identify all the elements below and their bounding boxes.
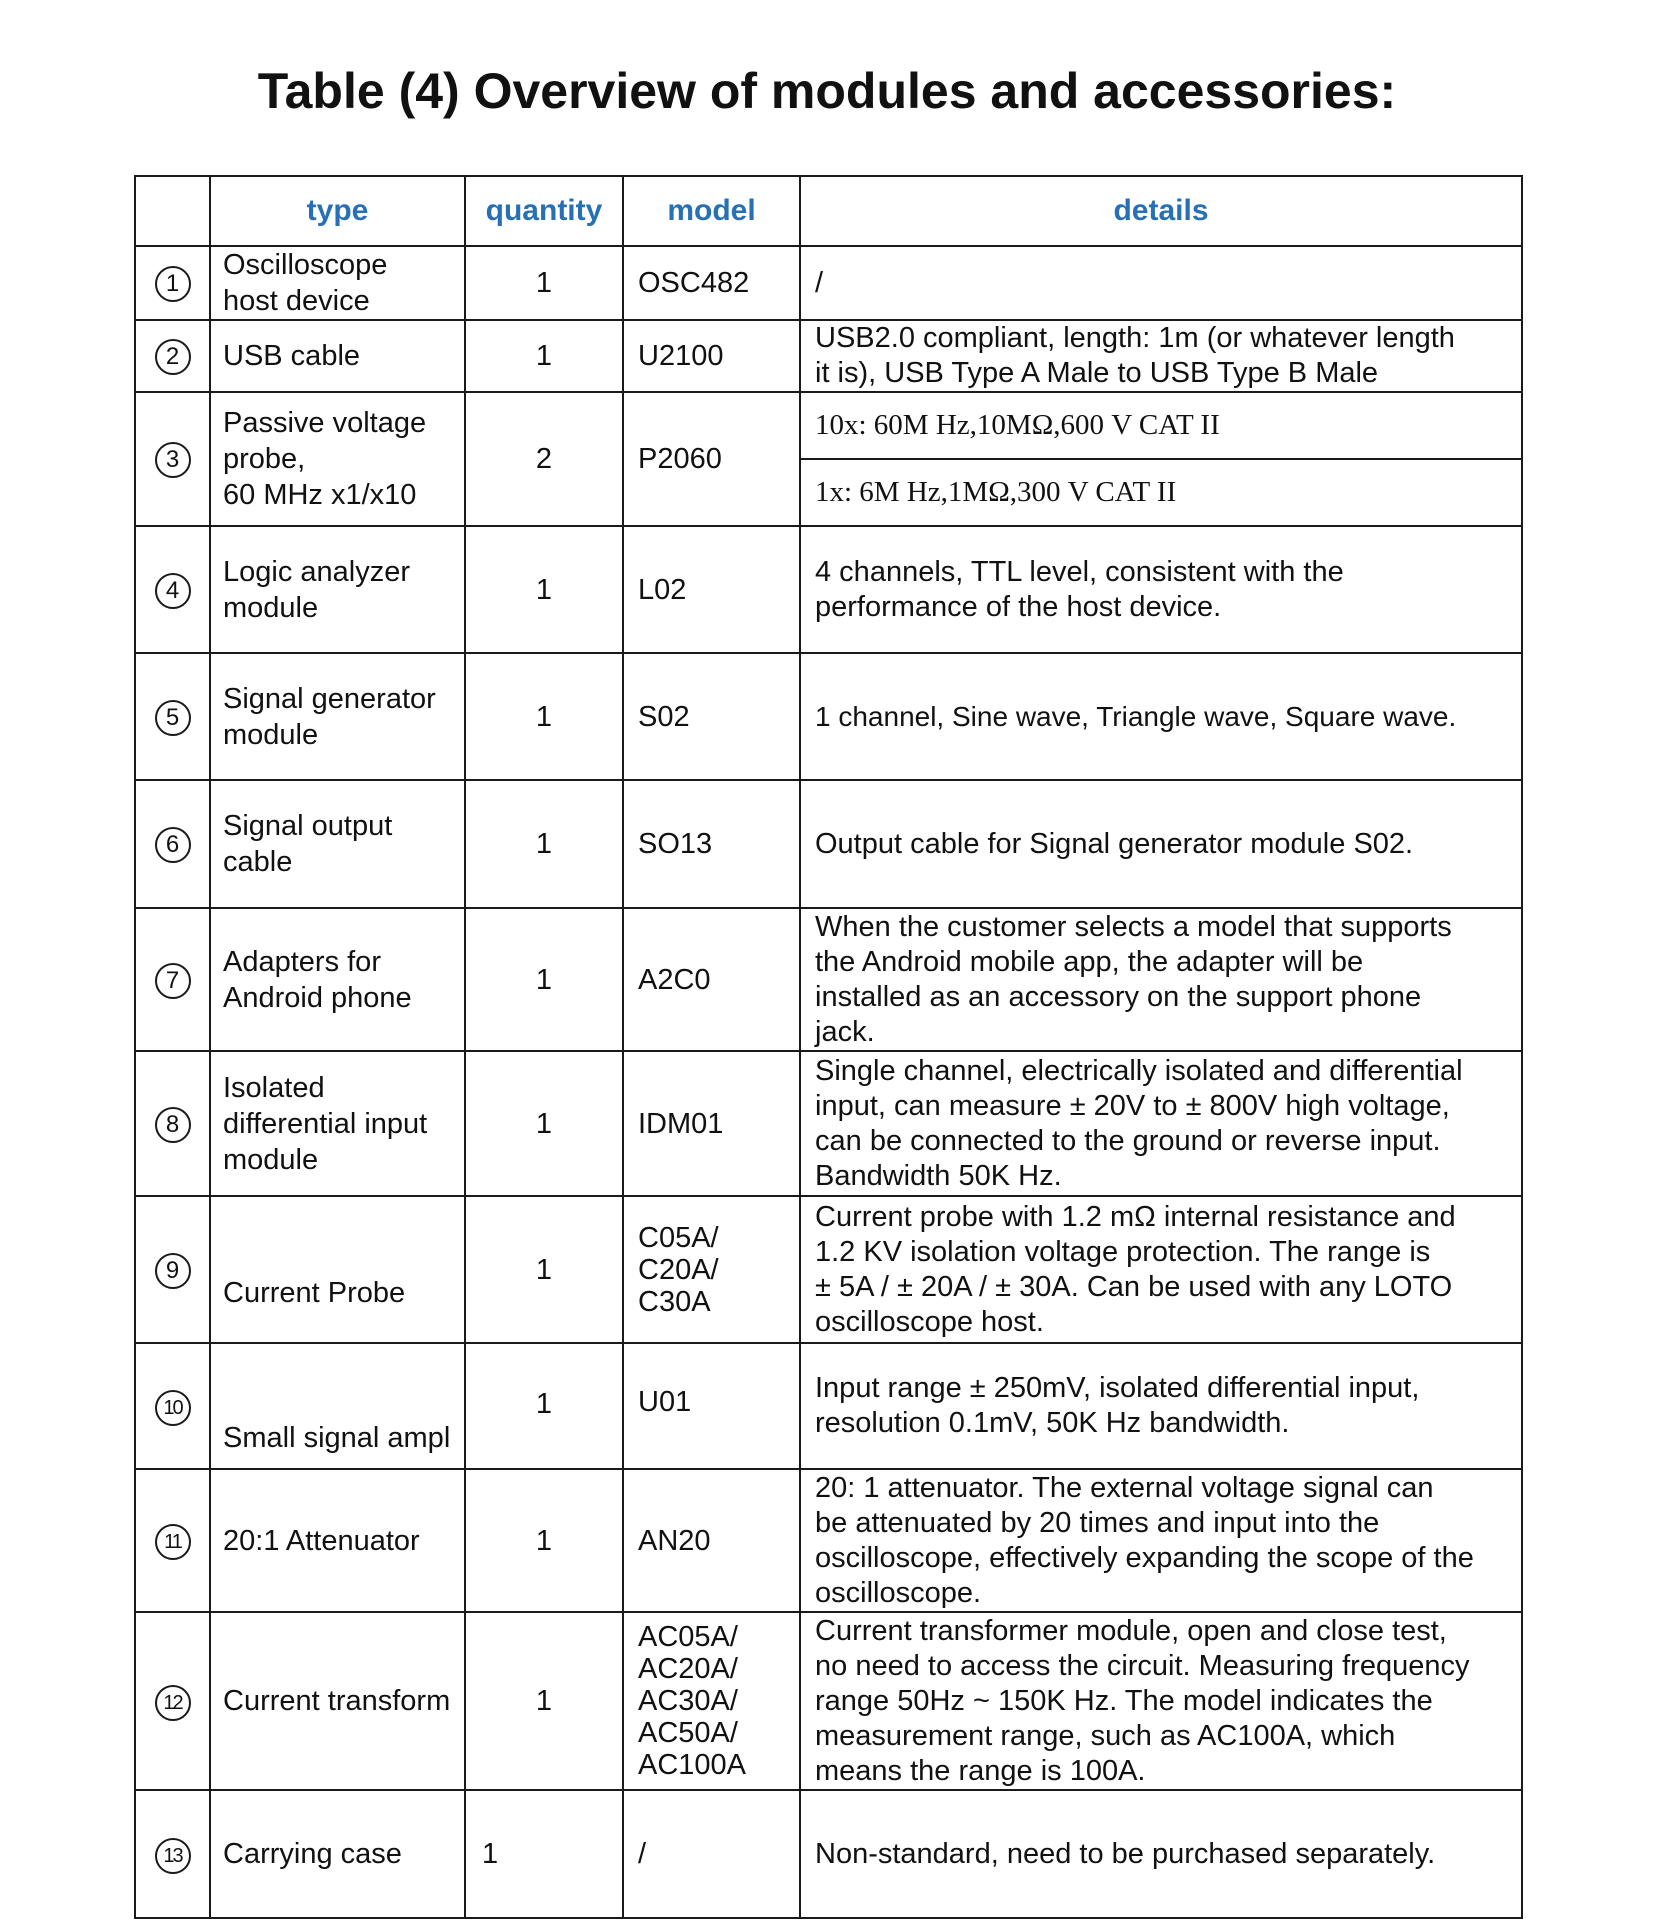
cell-type: USB cable xyxy=(210,320,465,392)
cell-details: 4 channels, TTL level, consistent with the performance of the host device. xyxy=(800,526,1522,653)
cell-model: / xyxy=(623,1790,800,1918)
row-number-badge: 5 xyxy=(155,700,191,736)
cell-model: AC05A/ AC20A/ AC30A/ AC50A/ AC100A xyxy=(623,1612,800,1790)
cell-quantity: 1 xyxy=(465,526,623,653)
table-row xyxy=(135,1612,1522,1790)
row-number-badge: 9 xyxy=(155,1253,191,1289)
cell-details: Input range ± 250mV, isolated differential input, resolution 0.1mV, 50K Hz bandwidth. xyxy=(800,1343,1522,1469)
cell-quantity: 1 xyxy=(465,1196,623,1343)
cell-quantity: 1 xyxy=(465,908,623,1051)
row-number-badge: 3 xyxy=(155,442,191,478)
cell-model: U01 xyxy=(623,1343,800,1469)
header-model: model xyxy=(623,176,800,246)
cell-quantity: 1 xyxy=(465,1343,623,1469)
row-number-badge: 8 xyxy=(155,1107,191,1143)
cell-details: When the customer selects a model that supports the Android mobile app, the adapter will be installed as an accessory on the support phone jack. xyxy=(800,908,1522,1051)
cell-quantity: 2 xyxy=(465,392,623,526)
cell-model: L02 xyxy=(623,526,800,653)
header-details: details xyxy=(800,176,1522,246)
row-number-badge: 13 xyxy=(155,1838,191,1874)
cell-model: P2060 xyxy=(623,392,800,526)
cell-type: Carrying case xyxy=(210,1790,465,1918)
cell-type: Oscilloscope host device xyxy=(210,246,465,320)
cell-quantity: 1 xyxy=(465,1612,623,1790)
cell-quantity: 1 xyxy=(465,246,623,320)
row-number-badge: 12 xyxy=(155,1685,191,1721)
cell-type: Adapters for Android phone xyxy=(210,908,465,1051)
cell-details: Current probe with 1.2 mΩ internal resistance and 1.2 KV isolation voltage protection. The range is ± 5A / ± 20A / ± 30A. Can be used with any LOTO oscilloscope host. xyxy=(800,1196,1522,1343)
modules-table xyxy=(134,175,1523,1919)
row-number-badge: 6 xyxy=(155,827,191,863)
cell-details: 1 channel, Sine wave, Triangle wave, Square wave. xyxy=(800,653,1522,780)
cell-model: SO13 xyxy=(623,780,800,908)
cell-type: Signal generator module xyxy=(210,653,465,780)
table-row xyxy=(135,1343,1522,1469)
cell-quantity: 1 xyxy=(465,653,623,780)
cell-model: A2C0 xyxy=(623,908,800,1051)
row-number-badge: 1 xyxy=(155,266,191,302)
header-number xyxy=(135,176,210,246)
row-number-badge: 2 xyxy=(155,339,191,375)
cell-type: Small signal ampl xyxy=(210,1343,465,1469)
cell-quantity: 1 xyxy=(465,1790,623,1918)
cell-details: USB2.0 compliant, length: 1m (or whatever length it is), USB Type A Male to USB Type B Male xyxy=(800,320,1522,392)
cell-details: Output cable for Signal generator module S02. xyxy=(800,780,1522,908)
cell-details: 20: 1 attenuator. The external voltage signal can be attenuated by 20 times and input into the oscilloscope, effectively expanding the scope of the oscilloscope. xyxy=(800,1469,1522,1612)
cell-model: U2100 xyxy=(623,320,800,392)
cell-type: Signal output cable xyxy=(210,780,465,908)
cell-model: AN20 xyxy=(623,1469,800,1612)
table-row xyxy=(135,908,1522,1051)
table-row xyxy=(135,1051,1522,1196)
cell-type: Current Probe xyxy=(210,1196,465,1343)
table-row xyxy=(135,246,1522,320)
cell-model: S02 xyxy=(623,653,800,780)
cell-details: 1x: 6M Hz,1MΩ,300 V CAT II xyxy=(800,459,1522,526)
cell-model: IDM01 xyxy=(623,1051,800,1196)
cell-quantity: 1 xyxy=(465,320,623,392)
cell-type: Logic analyzer module xyxy=(210,526,465,653)
cell-quantity: 1 xyxy=(465,780,623,908)
cell-model: OSC482 xyxy=(623,246,800,320)
table-row xyxy=(135,1790,1522,1918)
cell-type: Isolated differential input module xyxy=(210,1051,465,1196)
row-number-badge: 11 xyxy=(155,1524,191,1560)
table-row xyxy=(135,526,1522,653)
cell-details: / xyxy=(800,246,1522,320)
table-row xyxy=(135,392,1522,459)
header-quantity: quantity xyxy=(465,176,623,246)
table-row xyxy=(135,653,1522,780)
cell-details: Current transformer module, open and close test, no need to access the circuit. Measuring frequency range 50Hz ~ 150K Hz. The model indicates the measurement range, such as AC100A, which means the range is 100A. xyxy=(800,1612,1522,1790)
table-row xyxy=(135,1196,1522,1343)
cell-quantity: 1 xyxy=(465,1469,623,1612)
page-title: Table (4) Overview of modules and accessories: xyxy=(257,63,1397,119)
row-number-badge: 10 xyxy=(155,1390,191,1426)
header-type: type xyxy=(210,176,465,246)
row-number-badge: 4 xyxy=(155,573,191,609)
table-row xyxy=(135,780,1522,908)
cell-type: 20:1 Attenuator xyxy=(210,1469,465,1612)
cell-details: Non-standard, need to be purchased separately. xyxy=(800,1790,1522,1918)
cell-type: Current transform xyxy=(210,1612,465,1790)
cell-model: C05A/ C20A/ C30A xyxy=(623,1196,800,1343)
table-row xyxy=(135,1469,1522,1612)
cell-details: 10x: 60M Hz,10MΩ,600 V CAT II xyxy=(800,392,1522,459)
cell-details: Single channel, electrically isolated and differential input, can measure ± 20V to ± 800V high voltage, can be connected to the ground or reverse input. Bandwidth 50K Hz. xyxy=(800,1051,1522,1196)
table-header-row xyxy=(135,176,1522,246)
table-row xyxy=(135,320,1522,392)
row-number-badge: 7 xyxy=(155,963,191,999)
cell-type: Passive voltage probe, 60 MHz x1/x10 xyxy=(210,392,465,526)
cell-quantity: 1 xyxy=(465,1051,623,1196)
